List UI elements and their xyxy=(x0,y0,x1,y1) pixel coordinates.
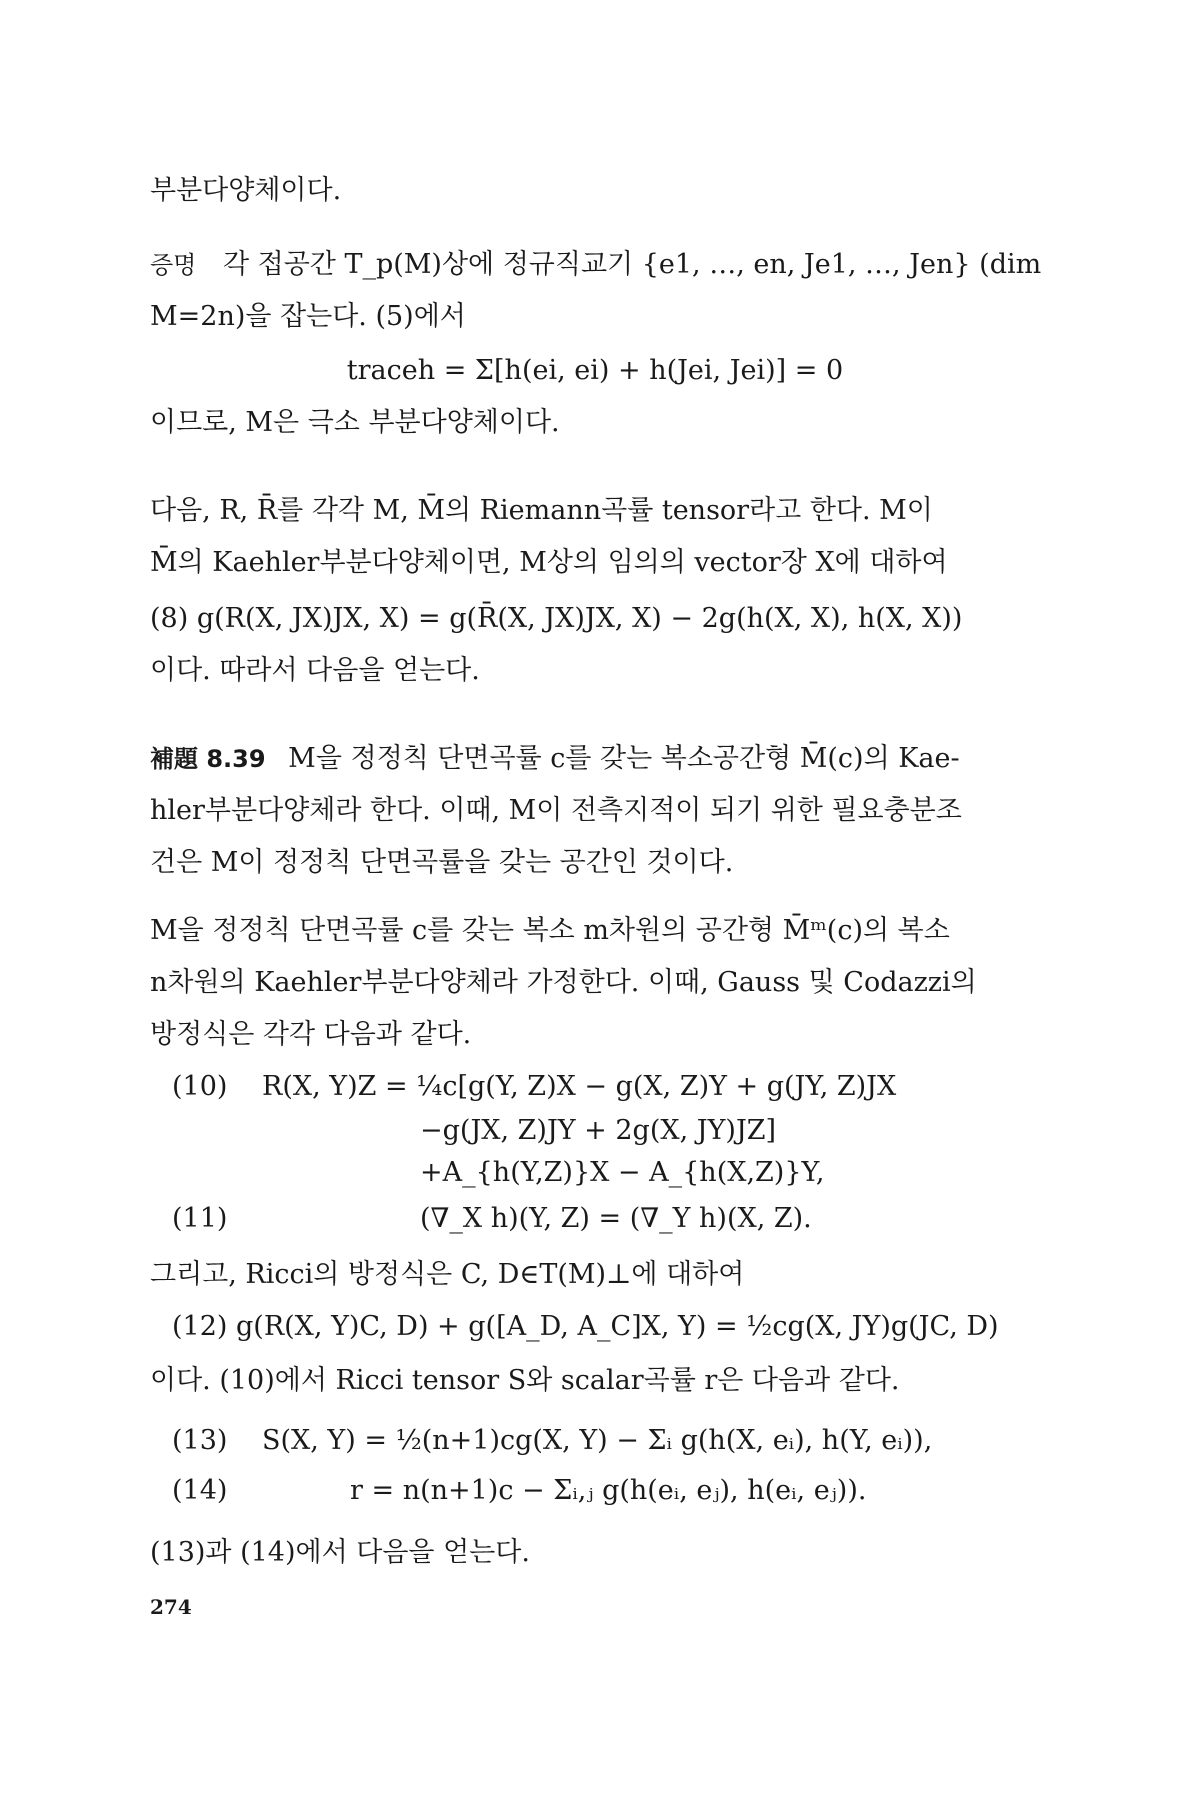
page-number: 274 xyxy=(150,1595,192,1619)
equation-10-line-2: −g(JX, Z)JY + 2g(X, JY)JZ] xyxy=(420,1115,777,1146)
text-line: 이다. (10)에서 Ricci tensor S와 scalar곡률 r은 다음과 같다. xyxy=(150,1365,900,1396)
text-line: 그리고, Ricci의 방정식은 C, D∈T(M)⊥에 대하여 xyxy=(150,1259,745,1290)
trace-equation: traceh = Σ[h(ei, ei) + h(Jei, Jei)] = 0 xyxy=(346,355,844,386)
equation-10-line-1: R(X, Y)Z = ¼c[g(Y, Z)X − g(X, Z)Y + g(JY, Z)JX xyxy=(262,1071,897,1102)
equation-12: (12) g(R(X, Y)C, D) + g([A_D, A_C]X, Y) = ½cg(X, JY)g(JC, D) xyxy=(172,1311,999,1342)
equation-number: (10) xyxy=(172,1071,228,1102)
text-line: 이다. 따라서 다음을 얻는다. xyxy=(150,655,480,686)
text-line: M=2n)을 잡는다. (5)에서 xyxy=(150,301,466,332)
text-line: 이므로, M은 극소 부분다양체이다. xyxy=(150,407,560,438)
text-line: n차원의 Kaehler부분다양체라 가정한다. 이때, Gauss 및 Codazzi의 xyxy=(150,967,977,998)
lemma-heading: 補題 8.39 xyxy=(150,745,266,773)
equation-number: (13) xyxy=(172,1425,228,1456)
equation-number: (14) xyxy=(172,1475,228,1506)
text-line: 건은 M이 정정칙 단면곡률을 갖는 공간인 것이다. xyxy=(150,847,734,878)
lemma-text: M을 정정칙 단면곡률 c를 갖는 복소공간형 M̄(c)의 Kae- xyxy=(288,743,960,774)
text-line: 부분다양체이다. xyxy=(150,175,342,206)
equation-13: S(X, Y) = ½(n+1)cg(X, Y) − Σᵢ g(h(X, eᵢ), h(Y, eᵢ)), xyxy=(262,1425,933,1456)
equation-14: r = n(n+1)c − Σᵢ,ⱼ g(h(eᵢ, eⱼ), h(eᵢ, eⱼ)). xyxy=(350,1475,867,1506)
text-line: M̄의 Kaehler부분다양체이면, M상의 임의의 vector장 X에 대하여 xyxy=(150,547,948,578)
equation-11: (∇_X h)(Y, Z) = (∇_Y h)(X, Z). xyxy=(420,1203,812,1234)
text-line: (13)과 (14)에서 다음을 얻는다. xyxy=(150,1537,530,1568)
proof-heading: 증명 xyxy=(150,251,197,279)
equation-8: (8) g(R(X, JX)JX, X) = g(R̄(X, JX)JX, X) − 2g(h(X, X), h(X, X)) xyxy=(150,603,963,634)
text-line: M을 정정칙 단면곡률 c를 갖는 복소 m차원의 공간형 M̄ᵐ(c)의 복소 xyxy=(150,915,950,946)
lemma-line xyxy=(150,733,1040,785)
equation-number: (11) xyxy=(172,1203,228,1234)
text-line: hler부분다양체라 한다. 이때, M이 전측지적이 되기 위한 필요충분조 xyxy=(150,795,962,826)
text-line: 방정식은 각각 다음과 같다. xyxy=(150,1019,472,1050)
proof-text: 각 접공간 T_p(M)상에 정규직교기 {e1, …, en, Je1, …, Jen} (dim xyxy=(222,249,1042,280)
equation-10-line-3: +A_{h(Y,Z)}X − A_{h(X,Z)}Y, xyxy=(420,1157,825,1188)
proof-line xyxy=(150,239,1040,291)
text-line: 다음, R, R̄를 각각 M, M̄의 Riemann곡률 tensor라고 한다. M이 xyxy=(150,495,933,526)
